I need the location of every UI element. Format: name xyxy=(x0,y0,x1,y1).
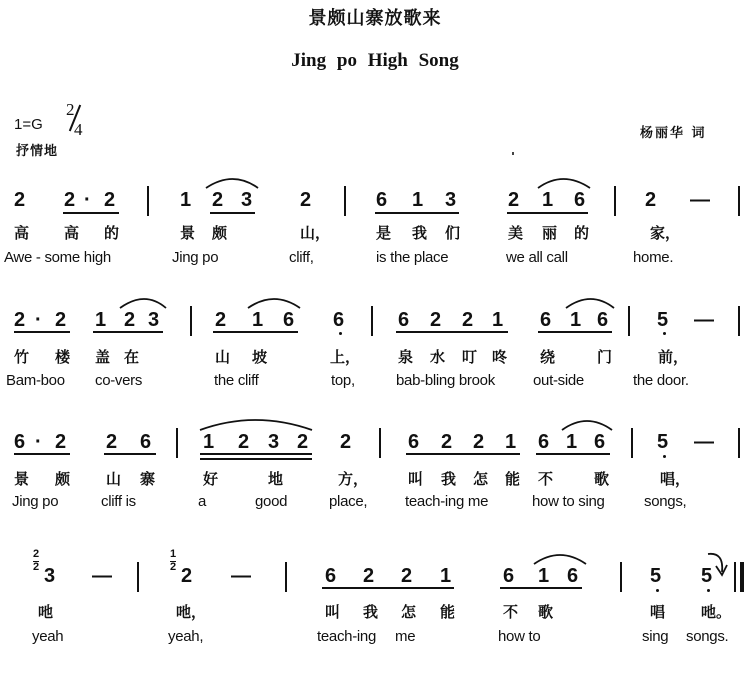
note: 3 xyxy=(445,189,457,211)
sustain-dash: — xyxy=(690,189,710,211)
dot-symbol: · xyxy=(35,431,42,453)
underline xyxy=(63,212,119,214)
lyric-cn: 唱 xyxy=(650,603,666,621)
lyric-en: cliff is xyxy=(101,493,136,510)
note: 2 xyxy=(508,189,520,211)
underline xyxy=(536,453,610,455)
note: 1 xyxy=(180,189,192,211)
underline xyxy=(93,331,163,333)
underline xyxy=(500,587,582,589)
note: 1 xyxy=(252,309,264,331)
note: 5 xyxy=(701,565,713,587)
note: 2 xyxy=(430,309,442,331)
lyric-cn: 寨 xyxy=(140,470,156,488)
song-title-chinese: 景颇山寨放歌来 xyxy=(308,8,442,29)
lyric-cn: 山 xyxy=(106,470,122,488)
lyric-en: sing xyxy=(642,628,669,645)
lyric-cn: 美 xyxy=(508,224,524,242)
lyric-cn: 能 xyxy=(505,470,521,488)
note: 2 xyxy=(645,189,657,211)
note: 6 xyxy=(567,565,579,587)
lyric-cn: 吔 xyxy=(38,603,54,621)
note: 2 xyxy=(14,309,26,331)
note: 2 xyxy=(462,309,474,331)
barline xyxy=(371,306,373,336)
lyric-cn: 的 xyxy=(574,224,590,242)
lyric-cn: 歌 xyxy=(538,603,554,621)
barline xyxy=(379,428,381,458)
underline xyxy=(14,331,70,333)
note: 2 xyxy=(441,431,453,453)
meter-change-top: 2 xyxy=(33,548,40,560)
note: 1 xyxy=(566,431,578,453)
lyric-en: how to sing xyxy=(532,493,605,510)
lyric-cn: 高 xyxy=(14,224,30,242)
barline xyxy=(738,186,740,216)
lyric-cn: 上， xyxy=(330,348,361,366)
note: 6 xyxy=(408,431,420,453)
lyricist-credit: 杨丽华 词 xyxy=(640,126,707,141)
barline xyxy=(628,306,630,336)
note: 3 xyxy=(268,431,280,453)
lyric-cn: 山， xyxy=(300,224,331,242)
time-signature-top: 2 xyxy=(66,100,75,119)
lower-octave-dot xyxy=(707,589,710,592)
barline xyxy=(738,428,740,458)
lyric-en: songs, xyxy=(644,493,687,510)
lyric-en: home. xyxy=(633,249,674,266)
lyric-en: bab-bling brook xyxy=(396,372,495,389)
lyric-cn: 丽 xyxy=(542,224,558,242)
lyric-en: teach-ing me xyxy=(405,493,489,510)
lower-octave-dot xyxy=(339,332,342,335)
lyric-cn: 不 xyxy=(503,603,519,621)
note: 6 xyxy=(283,309,295,331)
sustain-dash: — xyxy=(694,431,714,453)
note: 6 xyxy=(594,431,606,453)
note: 1 xyxy=(95,309,107,331)
note: 2 xyxy=(212,189,224,211)
lyric-en: songs. xyxy=(686,628,729,645)
lyric-en: out-side xyxy=(533,372,584,389)
note: 6 xyxy=(574,189,586,211)
lyric-en: we all call xyxy=(506,249,568,266)
underline xyxy=(406,453,520,455)
final-barline-thick xyxy=(740,562,744,592)
lyric-en: place, xyxy=(329,493,368,510)
glide-arrowhead xyxy=(716,565,727,575)
note: 6 xyxy=(398,309,410,331)
note: 6 xyxy=(538,431,550,453)
slur xyxy=(562,421,612,430)
note: 2 xyxy=(55,431,67,453)
lyric-cn: 盖 xyxy=(95,348,111,366)
lyric-en: how to xyxy=(498,628,541,645)
note: 2 xyxy=(300,189,312,211)
barline xyxy=(344,186,346,216)
sustain-dash: — xyxy=(694,309,714,331)
lyric-en: the door. xyxy=(633,372,689,389)
lyric-cn: 咚 xyxy=(492,348,508,366)
note: 1 xyxy=(412,189,424,211)
lyric-en: top, xyxy=(331,372,355,389)
note: 2 xyxy=(363,565,375,587)
lyric-cn: 叫 xyxy=(325,603,341,621)
note: 2 xyxy=(124,309,136,331)
lower-octave-dot xyxy=(656,589,659,592)
lyric-cn: 叫 xyxy=(408,470,424,488)
note: 3 xyxy=(241,189,253,211)
lyric-cn: 家， xyxy=(650,224,681,242)
tempo-marking: 抒情地 xyxy=(16,144,59,159)
lyric-cn: 唱， xyxy=(660,470,691,488)
note: 1 xyxy=(203,431,215,453)
barline xyxy=(190,306,192,336)
barline xyxy=(147,186,149,216)
lyric-cn: 是 xyxy=(376,224,392,242)
note: 6 xyxy=(503,565,515,587)
slur xyxy=(120,299,166,308)
lyric-en: Awe - some high xyxy=(4,249,111,266)
lyric-cn: 怎 xyxy=(401,603,417,621)
meter-change-bottom: 2 xyxy=(170,561,177,573)
lyric-en: co-vers xyxy=(95,372,143,389)
lyric-cn: 的 xyxy=(104,224,120,242)
lyric-cn: 高 xyxy=(64,224,80,242)
note: 2 xyxy=(106,431,118,453)
lyric-cn: 叮 xyxy=(462,348,478,366)
note: 6 xyxy=(540,309,552,331)
lyric-cn: 在 xyxy=(124,348,140,366)
lyric-cn: 前， xyxy=(658,348,689,366)
lyric-cn: 能 xyxy=(440,603,456,621)
lyric-cn: 坡 xyxy=(252,348,268,366)
note: 5 xyxy=(657,431,669,453)
barline xyxy=(285,562,287,592)
lyric-cn: 楼 xyxy=(55,348,71,366)
note: 1 xyxy=(538,565,550,587)
note: 6 xyxy=(14,431,26,453)
sustain-dash: — xyxy=(231,565,251,587)
barline xyxy=(631,428,633,458)
underline xyxy=(396,331,508,333)
underline xyxy=(210,212,255,214)
lyric-cn: 我 xyxy=(363,603,379,621)
underline xyxy=(213,331,298,333)
time-signature-bottom: 4 xyxy=(74,120,83,139)
slur xyxy=(206,179,258,188)
note: 3 xyxy=(148,309,160,331)
slur xyxy=(566,299,614,308)
note: 1 xyxy=(542,189,554,211)
key-signature: 1=G xyxy=(14,116,43,133)
lyric-cn: 地 xyxy=(268,470,284,488)
note: 3 xyxy=(44,565,56,587)
lyric-cn: 怎 xyxy=(473,470,489,488)
lyric-en: Bam-boo xyxy=(6,372,65,389)
sustain-dash: — xyxy=(92,565,112,587)
underline xyxy=(322,587,454,589)
note: 2 xyxy=(104,189,116,211)
lyric-en: the cliff xyxy=(214,372,259,389)
note: 2 xyxy=(473,431,485,453)
note: 6 xyxy=(376,189,388,211)
underline xyxy=(507,212,588,214)
barline xyxy=(137,562,139,592)
underline xyxy=(375,212,459,214)
note: 2 xyxy=(238,431,250,453)
note: 1 xyxy=(440,565,452,587)
note: 1 xyxy=(570,309,582,331)
print-speck xyxy=(512,152,514,155)
lyric-en: teach-ing xyxy=(317,628,377,645)
note: 1 xyxy=(492,309,504,331)
lower-octave-dot xyxy=(663,332,666,335)
slur xyxy=(248,299,300,308)
note: 1 xyxy=(505,431,517,453)
barline xyxy=(176,428,178,458)
lyric-cn: 水 xyxy=(430,348,446,366)
note: 6 xyxy=(325,565,337,587)
note: 2 xyxy=(64,189,76,211)
dot-symbol: · xyxy=(35,309,42,331)
lyric-cn: 歌 xyxy=(594,470,610,488)
underline xyxy=(104,453,156,455)
song-title-english: Jing po High Song xyxy=(291,50,459,71)
lyric-cn: 景 xyxy=(180,224,196,242)
lyric-en: cliff, xyxy=(289,249,314,266)
lyric-cn: 颇 xyxy=(55,470,71,488)
barline xyxy=(614,186,616,216)
slur xyxy=(534,555,586,564)
note: 2 xyxy=(215,309,227,331)
lyric-cn: 竹 xyxy=(14,348,30,366)
note: 2 xyxy=(401,565,413,587)
lyric-cn: 绕 xyxy=(540,348,556,366)
note: 5 xyxy=(657,309,669,331)
lyric-cn: 颇 xyxy=(212,224,228,242)
lyric-cn: 吔， xyxy=(176,603,207,621)
note: 2 xyxy=(181,565,193,587)
lyric-cn: 方， xyxy=(338,470,369,488)
lyric-cn: 们 xyxy=(445,224,461,242)
note: 6 xyxy=(333,309,345,331)
note: 2 xyxy=(340,431,352,453)
note: 5 xyxy=(650,565,662,587)
underline xyxy=(14,453,70,455)
lyric-cn: 好 xyxy=(203,470,219,488)
lyric-en: me xyxy=(395,628,416,645)
lyric-en: yeah, xyxy=(168,628,204,645)
note: 6 xyxy=(140,431,152,453)
lyric-en: good xyxy=(255,493,288,510)
note: 2 xyxy=(297,431,309,453)
underline xyxy=(538,331,612,333)
lyric-en: is the place xyxy=(376,249,449,266)
final-barline-thin xyxy=(734,562,736,592)
slur xyxy=(538,179,590,188)
barline xyxy=(738,306,740,336)
lyric-cn: 门 xyxy=(597,348,613,366)
note: 2 xyxy=(55,309,67,331)
lyric-cn: 不 xyxy=(538,470,554,488)
underline xyxy=(200,453,312,455)
lyric-en: yeah xyxy=(32,628,64,645)
lyric-en: Jing po xyxy=(12,493,59,510)
lyric-cn: 我 xyxy=(412,224,428,242)
lower-octave-dot xyxy=(663,455,666,458)
lyric-cn: 山 xyxy=(215,348,231,366)
lyric-cn: 泉 xyxy=(398,348,414,366)
slur xyxy=(200,420,312,430)
note: 2 xyxy=(14,189,26,211)
lyric-cn: 我 xyxy=(441,470,457,488)
lyric-en: a xyxy=(198,493,207,510)
meter-change-bottom: 2 xyxy=(33,561,40,573)
meter-change-top: 1 xyxy=(170,548,177,560)
dot-symbol: · xyxy=(84,189,91,211)
note: 6 xyxy=(597,309,609,331)
lyric-cn: 吔。 xyxy=(701,603,732,621)
lyric-cn: 景 xyxy=(14,470,30,488)
lyric-en: Jing po xyxy=(172,249,219,266)
underline-double xyxy=(200,458,312,460)
barline xyxy=(620,562,622,592)
